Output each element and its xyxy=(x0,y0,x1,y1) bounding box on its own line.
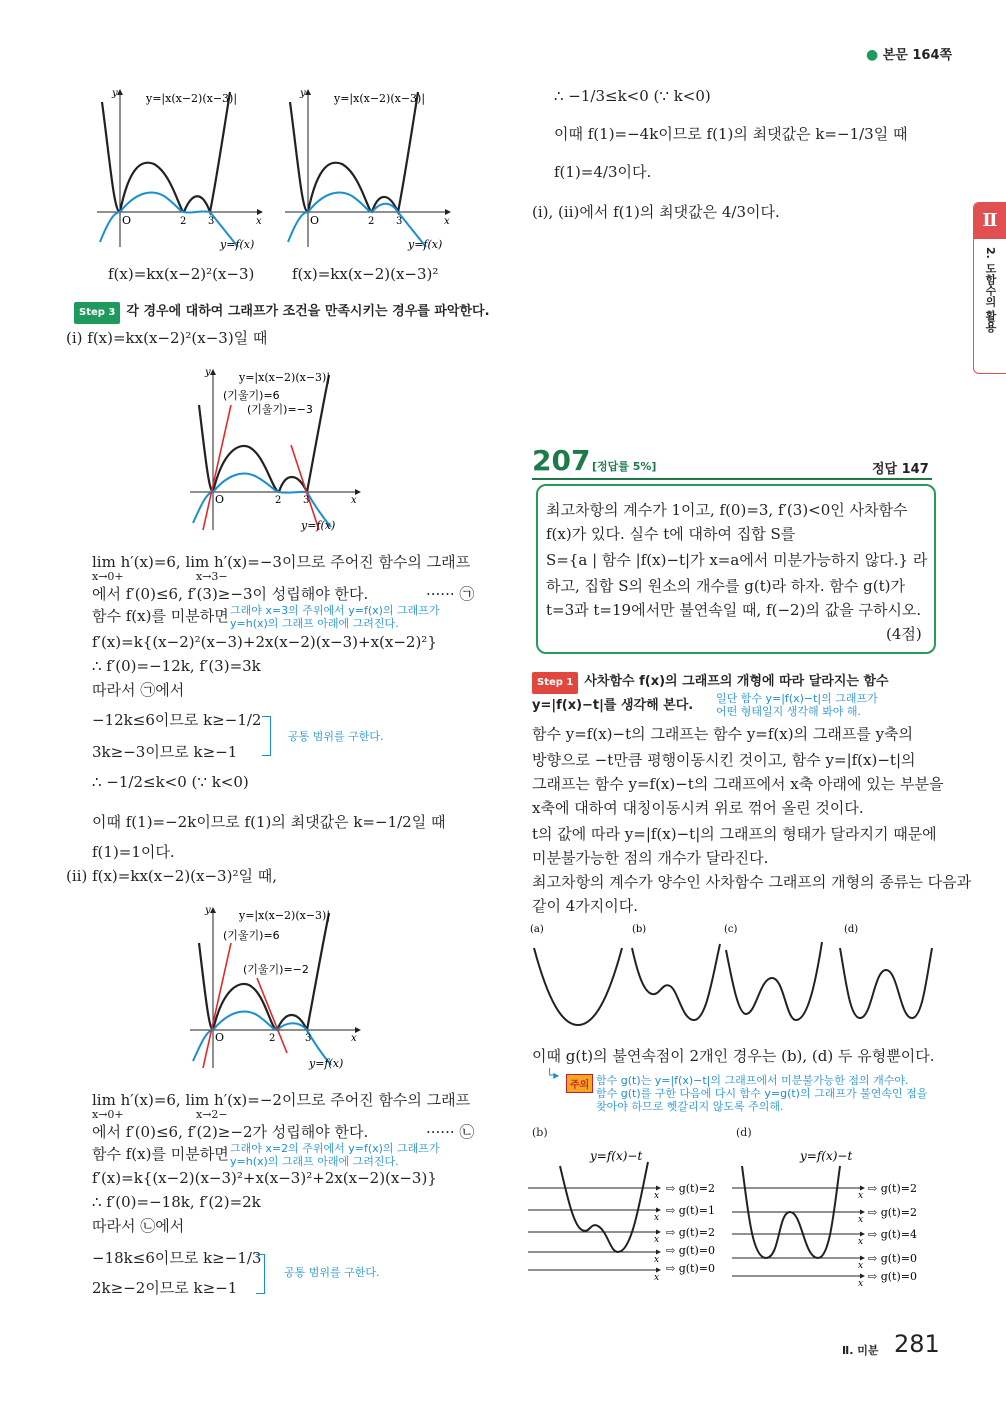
tick-label-3: 3 xyxy=(396,216,403,227)
case1-range-note: 공통 범위를 구한다. xyxy=(288,730,384,743)
right-line-2: 이때 f(1)=−4k이므로 f(1)의 최댓값은 k=−1/3일 때 xyxy=(554,125,908,143)
arrow-icon: └▸ xyxy=(546,1068,560,1082)
figure-b-equation: y=f(x)−t xyxy=(590,1149,643,1163)
case2-line-7: −18k≤6이므로 k≥−1/3 xyxy=(92,1249,262,1267)
case2-line-1: lim h′(x)=6, lim h′(x)=−2이므로 주어진 함수의 그래프 xyxy=(92,1091,471,1109)
step1-body-3: 그래프는 함수 y=f(x)−t의 그래프에서 x축 아래에 있는 부분을 xyxy=(532,775,944,793)
tick-label-2: 2 xyxy=(275,495,282,506)
chapter-tab-title: 2. 도함수의 활용 xyxy=(984,247,997,333)
f-equation-label: y=f(x) xyxy=(301,519,336,532)
slope-label-minus2: (기울기)=−2 xyxy=(243,963,309,976)
x-axis-label: x xyxy=(256,216,262,227)
step3-badge: Step 3 xyxy=(74,302,120,324)
bracket xyxy=(262,716,271,756)
shape-label-c: (c) xyxy=(724,924,738,935)
problem-line-5: t=3과 t=19에서만 불연속일 때, f(−2)의 값을 구하시오. xyxy=(546,601,922,619)
x-axis-label: x xyxy=(351,495,357,506)
case2-line-2: 에서 f′(0)≤6, f′(2)≥−2가 성립해야 한다. xyxy=(92,1123,369,1141)
step1-line-1: 사차함수 f(x)의 그래프의 개형에 따라 달라지는 함수 xyxy=(584,674,889,689)
problem-points: (4점) xyxy=(886,625,922,643)
caution-badge: 주의 xyxy=(566,1074,593,1093)
step1-body-5: t의 값에 따라 y=|f(x)−t|의 그래프의 형태가 달라지기 때문에 xyxy=(532,825,937,843)
case1-line-3: 함수 f(x)를 미분하면 xyxy=(92,607,229,625)
abs-equation-label: y=|x(x−2)(x−3)| xyxy=(239,371,331,384)
case2-line-8: 2k≥−2이므로 k≥−1 xyxy=(92,1279,238,1297)
accuracy-rate: [정답률 5%] xyxy=(592,460,657,473)
shape-d xyxy=(840,948,932,1018)
case2-line-4: f′(x)=k{(x−2)(x−3)²+x(x−3)²+2x(x−2)(x−3)} xyxy=(92,1169,437,1187)
x-axis-label: x xyxy=(654,1191,660,1201)
tick-label-3: 3 xyxy=(303,495,310,506)
y-axis-label: y xyxy=(112,88,118,99)
problem-line-3: S={a | 함수 |f(x)−t|가 x=a에서 미분가능하지 않다.} 라 xyxy=(546,551,928,569)
case1-line-9: ∴ −1/2≤k<0 (∵ k<0) xyxy=(92,773,249,791)
problem-number: 207 xyxy=(532,444,591,477)
fig-b-g-3: ⇨ g(t)=0 xyxy=(666,1244,715,1257)
caption-graph-1: f(x)=kx(x−2)²(x−3) xyxy=(108,265,255,283)
x-axis-label: x xyxy=(858,1279,864,1289)
case2-heading: (ⅱ) f(x)=kx(x−2)(x−3)²일 때, xyxy=(66,867,277,885)
case1-graph xyxy=(185,365,375,535)
page-reference xyxy=(866,44,952,63)
step1-badge: Step 1 xyxy=(532,672,578,694)
figure-b-label: (b) xyxy=(532,1126,548,1139)
case2-limit-sub-2: x→2− xyxy=(196,1108,228,1121)
chapter-tab-number: Ⅱ xyxy=(974,203,1006,239)
case1-line-10: 이때 f(1)=−2k이므로 f(1)의 최댓값은 k=−1/2일 때 xyxy=(92,813,446,831)
origin-label: O xyxy=(122,214,132,227)
case1-line-5: ∴ f′(0)=−12k, f′(3)=3k xyxy=(92,657,261,675)
case1-line-8: 3k≥−3이므로 k≥−1 xyxy=(92,743,238,761)
x-axis-label: x xyxy=(654,1235,660,1245)
fig-b-g-4: ⇨ g(t)=0 xyxy=(666,1262,715,1275)
tick-label-2: 2 xyxy=(269,1033,276,1044)
shape-label-d: (d) xyxy=(844,924,859,935)
figures-b-d xyxy=(528,1140,938,1300)
case1-line-4: f′(x)=k{(x−2)²(x−3)+2x(x−2)(x−3)+x(x−2)²} xyxy=(92,633,437,651)
y-axis-label: y xyxy=(205,905,211,916)
fig-d-g-4: ⇨ g(t)=0 xyxy=(868,1270,917,1283)
fig-b-g-1: ⇨ g(t)=1 xyxy=(666,1204,715,1217)
figure-d-label: (d) xyxy=(736,1126,752,1139)
caption-graph-2: f(x)=kx(x−2)(x−3)² xyxy=(292,265,439,283)
bracket xyxy=(256,1254,265,1294)
shape-a xyxy=(534,948,622,1025)
f-equation-label: y=f(x) xyxy=(309,1057,344,1070)
case1-line-6: 따라서 ㉠에서 xyxy=(92,681,185,699)
y-axis-label: y xyxy=(300,88,306,99)
case1-line-7: −12k≤6이므로 k≥−1/2 xyxy=(92,711,262,729)
step1-body-4: x축에 대하여 대칭이동시켜 위로 꺾어 올린 것이다. xyxy=(532,799,864,817)
right-line-3: f(1)=4/3이다. xyxy=(554,163,652,181)
case1-heading: (ⅰ) f(x)=kx(x−2)²(x−3)일 때 xyxy=(66,329,268,347)
abs-equation-label: y=|x(x−2)(x−3)| xyxy=(334,92,426,105)
answer-label: 정답 147 xyxy=(872,462,929,477)
divider xyxy=(532,478,932,480)
fig-b-g-2: ⇨ g(t)=2 xyxy=(666,1226,715,1239)
caution-text: 함수 g(t)는 y=|f(x)−t|의 그래프에서 미분불가능한 점의 개수야. 함수 g(t)를 구한 다음에 다시 함수 y=g(t)의 그래프가 불연속인 점을 찾아야 하므로 헷갈리지 않도록 주의해. xyxy=(596,1074,928,1113)
case2-line-6: 따라서 ㉡에서 xyxy=(92,1217,185,1235)
problem-line-2: f(x)가 있다. 실수 t에 대하여 집합 S를 xyxy=(546,525,796,543)
x-axis-label: x xyxy=(654,1213,660,1223)
fig-b-g-0: ⇨ g(t)=2 xyxy=(666,1182,715,1195)
y-axis-label: y xyxy=(205,367,211,378)
x-axis-label: x xyxy=(444,216,450,227)
slope-label-minus3: (기울기)=−3 xyxy=(247,403,313,416)
case1-line-1: lim h′(x)=6, lim h′(x)=−3이므로 주어진 함수의 그래프 xyxy=(92,553,471,571)
graph-1 xyxy=(97,88,262,251)
abs-equation-label: y=|x(x−2)(x−3)| xyxy=(239,909,331,922)
x-axis-label: x xyxy=(858,1261,864,1271)
shape-b xyxy=(632,944,720,1020)
case2-mark: ······ ㉡ xyxy=(426,1123,475,1141)
case1-line-11: f(1)=1이다. xyxy=(92,843,175,861)
origin-label: O xyxy=(310,214,320,227)
fig-d-g-1: ⇨ g(t)=2 xyxy=(868,1206,917,1219)
problem-line-4: 하고, 집합 S의 원소의 개수를 g(t)라 하자. 함수 g(t)가 xyxy=(546,577,905,595)
step1-body-8: 같이 4가지이다. xyxy=(532,897,639,915)
tick-label-3: 3 xyxy=(208,216,215,227)
case1-mark: ······ ㉠ xyxy=(426,585,475,603)
x-axis-label: x xyxy=(858,1237,864,1247)
abs-equation-label: y=|x(x−2)(x−3)| xyxy=(146,92,238,105)
origin-label: O xyxy=(215,493,225,506)
step1-line-2: y=|f(x)−t|를 생각해 본다. xyxy=(532,698,694,713)
page-number: 281 xyxy=(894,1330,940,1358)
case2-line-5: ∴ f′(0)=−18k, f′(2)=2k xyxy=(92,1193,261,1211)
step1-body-6: 미분불가능한 점의 개수가 달라진다. xyxy=(532,849,769,867)
slope-label-6: (기울기)=6 xyxy=(223,389,280,402)
case1-note: 그래야 x=3의 주위에서 y=f(x)의 그래프가 y=h(x)의 그래프 아래에 그려진다. xyxy=(230,604,440,630)
figure-d-equation: y=f(x)−t xyxy=(800,1149,853,1163)
step1-heading xyxy=(532,672,889,694)
f-equation-label: y=f(x) xyxy=(408,238,443,251)
circle-icon: ● xyxy=(866,47,879,63)
x-axis-label: x xyxy=(351,1033,357,1044)
tick-label-2: 2 xyxy=(180,216,187,227)
problem-line-1: 최고차항의 계수가 1이고, f(0)=3, f′(3)<0인 사차함수 xyxy=(546,501,908,519)
fig-d-g-2: ⇨ g(t)=4 xyxy=(868,1228,917,1241)
shape-c xyxy=(726,942,822,1020)
case1-line-2: 에서 f′(0)≤6, f′(3)≥−3이 성립해야 한다. xyxy=(92,585,369,603)
case1-limit-sub-2: x→3− xyxy=(196,570,228,583)
slope-label-6: (기울기)=6 xyxy=(223,929,280,942)
right-line-1: ∴ −1/3≤k<0 (∵ k<0) xyxy=(554,87,711,105)
footer-chapter: Ⅱ. 미분 xyxy=(842,1344,879,1357)
case2-range-note: 공통 범위를 구한다. xyxy=(284,1266,380,1279)
fig-d-g-3: ⇨ g(t)=0 xyxy=(868,1252,917,1265)
f-equation-label: y=f(x) xyxy=(220,238,255,251)
shape-label-b: (b) xyxy=(632,924,647,935)
tick-label-3: 3 xyxy=(305,1033,312,1044)
top-graphs xyxy=(92,82,472,252)
step1-body-1: 함수 y=f(x)−t의 그래프는 함수 y=f(x)의 그래프를 y축의 xyxy=(532,725,914,743)
x-axis-label: x xyxy=(858,1215,864,1225)
case2-limit-sub-1: x→0+ xyxy=(92,1108,124,1121)
fig-d-g-0: ⇨ g(t)=2 xyxy=(868,1182,917,1195)
shape-label-a: (a) xyxy=(530,924,544,935)
case1-limit-sub-1: x→0+ xyxy=(92,570,124,583)
graph-2 xyxy=(285,88,450,251)
case2-graph xyxy=(185,903,375,1073)
x-axis-label: x xyxy=(858,1191,864,1201)
step1-body-2: 방향으로 −t만큼 평행이동시킨 것이고, 함수 y=|f(x)−t|의 xyxy=(532,751,916,769)
right-line-4: (ⅰ), (ⅱ)에서 f(1)의 최댓값은 4/3이다. xyxy=(532,203,780,221)
step1-body-9: 이때 g(t)의 불연속점이 2개인 경우는 (b), (d) 두 유형뿐이다. xyxy=(532,1047,935,1065)
page-reference-text: 본문 164쪽 xyxy=(882,48,953,63)
chapter-tab xyxy=(973,202,1006,374)
step1-note: 일단 함수 y=|f(x)−t|의 그래프가 어떤 형태일지 생각해 봐야 해. xyxy=(716,692,878,718)
case2-note: 그래야 x=2의 주위에서 y=f(x)의 그래프가 y=h(x)의 그래프 아래에 그려진다. xyxy=(230,1142,440,1168)
x-axis-label: x xyxy=(654,1255,660,1265)
step1-body-7: 최고차항의 계수가 양수인 사차함수 그래프의 개형의 종류는 다음과 xyxy=(532,873,972,891)
tick-label-2: 2 xyxy=(368,216,375,227)
step3-text: 각 경우에 대하여 그래프가 조건을 만족시키는 경우를 파악한다. xyxy=(126,304,490,319)
x-axis-label: x xyxy=(654,1273,660,1283)
step3-heading xyxy=(74,302,490,324)
case2-line-3: 함수 f(x)를 미분하면 xyxy=(92,1145,229,1163)
origin-label: O xyxy=(215,1031,225,1044)
quartic-shapes xyxy=(528,920,938,1035)
